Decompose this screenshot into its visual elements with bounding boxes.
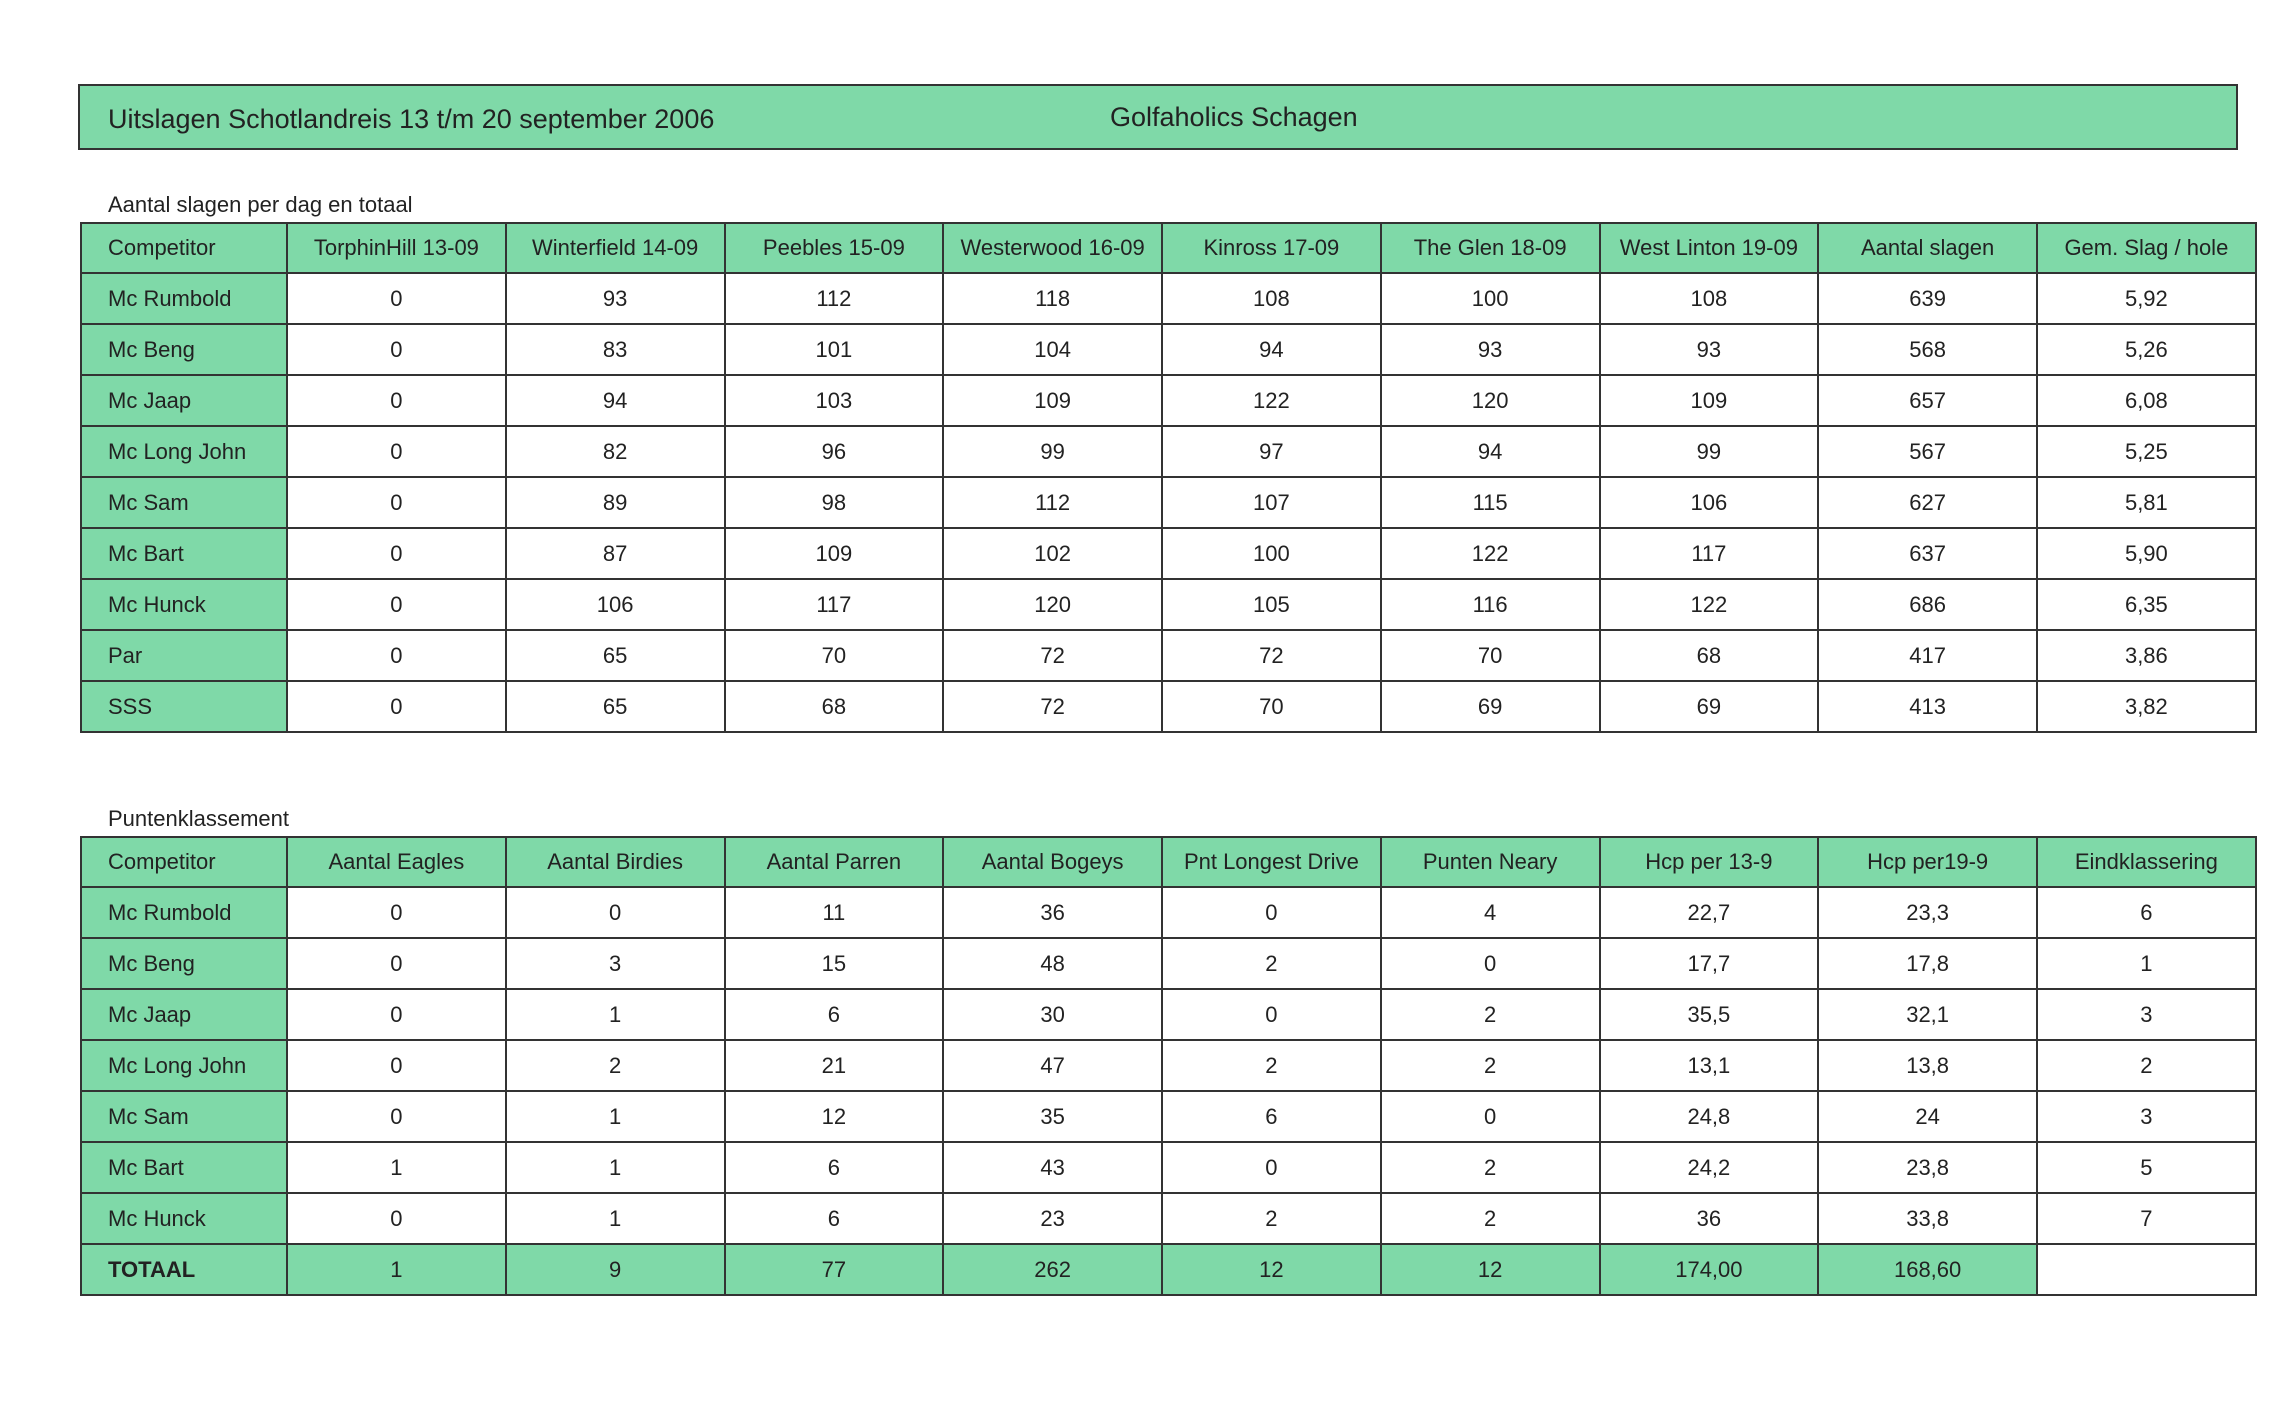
table-cell: 96	[725, 426, 944, 477]
table-cell: 68	[1600, 630, 1819, 681]
table-cell: 118	[943, 273, 1162, 324]
table-cell: 47	[943, 1040, 1162, 1091]
competitor-name: SSS	[81, 681, 287, 732]
table-cell: 120	[943, 579, 1162, 630]
table-cell: 1	[506, 989, 725, 1040]
table-row	[81, 375, 2256, 426]
table-cell: 24,8	[1600, 1091, 1819, 1142]
table-cell: 48	[943, 938, 1162, 989]
table-cell: 0	[287, 528, 506, 579]
table-cell: 43	[943, 1142, 1162, 1193]
column-header: Competitor	[81, 223, 287, 273]
total-cell: 12	[1381, 1244, 1600, 1295]
table-cell: 1	[287, 1142, 506, 1193]
table-row	[81, 887, 2256, 938]
table-cell: 2	[1381, 1193, 1600, 1244]
column-header: Winterfield 14-09	[506, 223, 725, 273]
table-cell: 83	[506, 324, 725, 375]
column-header: Hcp per 13-9	[1600, 837, 1819, 887]
competitor-name: Mc Sam	[81, 477, 287, 528]
competitor-name: Mc Jaap	[81, 989, 287, 1040]
table-cell: 2	[2037, 1040, 2256, 1091]
column-header: Peebles 15-09	[725, 223, 944, 273]
total-cell: 168,60	[1818, 1244, 2037, 1295]
competitor-name: Mc Bart	[81, 1142, 287, 1193]
table-cell: 69	[1600, 681, 1819, 732]
table-row	[81, 989, 2256, 1040]
table-cell: 627	[1818, 477, 2037, 528]
table-cell: 69	[1381, 681, 1600, 732]
competitor-name: Mc Long John	[81, 1040, 287, 1091]
table-row	[81, 1040, 2256, 1091]
competitor-name: Mc Bart	[81, 528, 287, 579]
table-cell: 122	[1600, 579, 1819, 630]
table-cell: 15	[725, 938, 944, 989]
table-cell: 94	[1162, 324, 1381, 375]
table-cell: 93	[1381, 324, 1600, 375]
table-cell: 17,7	[1600, 938, 1819, 989]
table-cell: 0	[506, 887, 725, 938]
table-cell: 32,1	[1818, 989, 2037, 1040]
points-section-title: Puntenklassement	[108, 806, 289, 831]
table-cell: 35	[943, 1091, 1162, 1142]
table-cell: 108	[1162, 273, 1381, 324]
competitor-name: Mc Rumbold	[81, 887, 287, 938]
table-cell: 104	[943, 324, 1162, 375]
table-cell: 0	[287, 1193, 506, 1244]
table-cell: 637	[1818, 528, 2037, 579]
table-cell: 0	[287, 426, 506, 477]
table-cell: 2	[506, 1040, 725, 1091]
column-header: Kinross 17-09	[1162, 223, 1381, 273]
competitor-name: Mc Sam	[81, 1091, 287, 1142]
table-cell: 117	[1600, 528, 1819, 579]
table-cell: 98	[725, 477, 944, 528]
competitor-name: Mc Jaap	[81, 375, 287, 426]
table-cell: 100	[1162, 528, 1381, 579]
table-cell: 0	[287, 375, 506, 426]
column-header: Competitor	[81, 837, 287, 887]
table-cell: 122	[1162, 375, 1381, 426]
table-cell: 23	[943, 1193, 1162, 1244]
table-cell: 568	[1818, 324, 2037, 375]
table-cell: 109	[943, 375, 1162, 426]
table-header-row	[81, 223, 2256, 273]
table-cell: 6,08	[2037, 375, 2256, 426]
table-cell: 6	[1162, 1091, 1381, 1142]
table-cell: 65	[506, 681, 725, 732]
column-header: Hcp per19-9	[1818, 837, 2037, 887]
table-cell: 2	[1162, 1193, 1381, 1244]
table-cell: 70	[1162, 681, 1381, 732]
column-header: Aantal Eagles	[287, 837, 506, 887]
table-cell: 0	[287, 324, 506, 375]
table-cell: 30	[943, 989, 1162, 1040]
column-header: The Glen 18-09	[1381, 223, 1600, 273]
total-cell: 1	[287, 1244, 506, 1295]
table-cell: 6	[725, 1142, 944, 1193]
table-cell: 93	[1600, 324, 1819, 375]
table-cell: 36	[1600, 1193, 1819, 1244]
competitor-name: Mc Hunck	[81, 579, 287, 630]
column-header: Eindklassering	[2037, 837, 2256, 887]
table-cell: 72	[943, 681, 1162, 732]
table-cell: 1	[506, 1193, 725, 1244]
table-cell: 6	[725, 989, 944, 1040]
total-cell: 77	[725, 1244, 944, 1295]
table-cell: 0	[287, 989, 506, 1040]
column-header: TorphinHill 13-09	[287, 223, 506, 273]
title-banner	[78, 84, 2238, 150]
column-header: Aantal slagen	[1818, 223, 2037, 273]
table-cell: 0	[1381, 938, 1600, 989]
table-cell: 1	[2037, 938, 2256, 989]
table-cell: 2	[1381, 1142, 1600, 1193]
table-cell: 94	[1381, 426, 1600, 477]
strokes-section-title: Aantal slagen per dag en totaal	[108, 192, 413, 217]
table-cell: 5,26	[2037, 324, 2256, 375]
table-cell: 639	[1818, 273, 2037, 324]
table-cell: 3	[506, 938, 725, 989]
total-row	[81, 1244, 2256, 1295]
table-cell: 5,92	[2037, 273, 2256, 324]
column-header: West Linton 19-09	[1600, 223, 1819, 273]
table-cell: 6,35	[2037, 579, 2256, 630]
table-cell: 11	[725, 887, 944, 938]
competitor-name: Mc Beng	[81, 324, 287, 375]
table-cell: 89	[506, 477, 725, 528]
competitor-name: Mc Rumbold	[81, 273, 287, 324]
table-cell: 68	[725, 681, 944, 732]
table-cell: 21	[725, 1040, 944, 1091]
table-cell: 417	[1818, 630, 2037, 681]
table-cell: 2	[1162, 938, 1381, 989]
column-header: Aantal Parren	[725, 837, 944, 887]
total-cell: 9	[506, 1244, 725, 1295]
table-cell: 3	[2037, 989, 2256, 1040]
table-cell: 0	[287, 579, 506, 630]
table-cell: 100	[1381, 273, 1600, 324]
table-row	[81, 1142, 2256, 1193]
table-cell: 0	[287, 887, 506, 938]
table-row	[81, 426, 2256, 477]
table-cell: 97	[1162, 426, 1381, 477]
table-row	[81, 273, 2256, 324]
table-row	[81, 324, 2256, 375]
table-cell: 70	[725, 630, 944, 681]
total-cell: 12	[1162, 1244, 1381, 1295]
table-row	[81, 477, 2256, 528]
total-cell: 262	[943, 1244, 1162, 1295]
table-cell: 112	[725, 273, 944, 324]
table-cell: 2	[1162, 1040, 1381, 1091]
table-cell: 12	[725, 1091, 944, 1142]
table-cell: 72	[1162, 630, 1381, 681]
table-cell: 36	[943, 887, 1162, 938]
total-label: TOTAAL	[81, 1244, 287, 1295]
column-header: Gem. Slag / hole	[2037, 223, 2256, 273]
table-row	[81, 1193, 2256, 1244]
table-cell: 116	[1381, 579, 1600, 630]
table-cell: 13,8	[1818, 1040, 2037, 1091]
table-cell: 5,25	[2037, 426, 2256, 477]
table-cell: 0	[287, 1040, 506, 1091]
table-cell: 0	[287, 938, 506, 989]
table-cell: 109	[1600, 375, 1819, 426]
table-cell: 122	[1381, 528, 1600, 579]
table-cell: 101	[725, 324, 944, 375]
table-cell: 0	[287, 273, 506, 324]
table-cell: 2	[1381, 1040, 1600, 1091]
table-cell: 82	[506, 426, 725, 477]
table-cell: 112	[943, 477, 1162, 528]
table-cell: 99	[943, 426, 1162, 477]
table-cell: 87	[506, 528, 725, 579]
table-cell: 2	[1381, 989, 1600, 1040]
table-cell: 3	[2037, 1091, 2256, 1142]
strokes-table	[80, 222, 2257, 733]
table-row	[81, 1091, 2256, 1142]
table-cell: 93	[506, 273, 725, 324]
column-header: Aantal Bogeys	[943, 837, 1162, 887]
table-cell: 109	[725, 528, 944, 579]
table-cell: 1	[506, 1091, 725, 1142]
table-cell: 0	[287, 1091, 506, 1142]
competitor-name: Mc Long John	[81, 426, 287, 477]
table-cell: 413	[1818, 681, 2037, 732]
table-cell: 3,86	[2037, 630, 2256, 681]
table-cell: 115	[1381, 477, 1600, 528]
column-header: Westerwood 16-09	[943, 223, 1162, 273]
table-cell: 7	[2037, 1193, 2256, 1244]
table-row	[81, 681, 2256, 732]
table-row	[81, 528, 2256, 579]
table-cell: 102	[943, 528, 1162, 579]
table-cell: 22,7	[1600, 887, 1819, 938]
column-header: Pnt Longest Drive	[1162, 837, 1381, 887]
competitor-name: Mc Beng	[81, 938, 287, 989]
table-header-row	[81, 837, 2256, 887]
table-cell: 105	[1162, 579, 1381, 630]
table-cell: 35,5	[1600, 989, 1819, 1040]
table-cell: 0	[1381, 1091, 1600, 1142]
table-cell: 6	[2037, 887, 2256, 938]
total-cell	[2037, 1244, 2256, 1295]
table-cell: 4	[1381, 887, 1600, 938]
table-row	[81, 938, 2256, 989]
table-cell: 72	[943, 630, 1162, 681]
table-row	[81, 630, 2256, 681]
table-cell: 657	[1818, 375, 2037, 426]
table-cell: 94	[506, 375, 725, 426]
table-cell: 70	[1381, 630, 1600, 681]
table-cell: 0	[1162, 887, 1381, 938]
table-cell: 99	[1600, 426, 1819, 477]
table-cell: 0	[287, 681, 506, 732]
table-cell: 5,81	[2037, 477, 2256, 528]
table-cell: 1	[506, 1142, 725, 1193]
table-row	[81, 579, 2256, 630]
column-header: Punten Neary	[1381, 837, 1600, 887]
table-cell: 0	[1162, 1142, 1381, 1193]
table-cell: 24,2	[1600, 1142, 1819, 1193]
table-cell: 106	[506, 579, 725, 630]
table-cell: 107	[1162, 477, 1381, 528]
competitor-name: Par	[81, 630, 287, 681]
column-header: Aantal Birdies	[506, 837, 725, 887]
table-cell: 120	[1381, 375, 1600, 426]
table-cell: 5,90	[2037, 528, 2256, 579]
table-cell: 23,8	[1818, 1142, 2037, 1193]
table-cell: 6	[725, 1193, 944, 1244]
table-cell: 0	[287, 477, 506, 528]
table-cell: 24	[1818, 1091, 2037, 1142]
table-cell: 567	[1818, 426, 2037, 477]
table-cell: 13,1	[1600, 1040, 1819, 1091]
table-cell: 0	[1162, 989, 1381, 1040]
club-name: Golfaholics Schagen	[1110, 102, 1358, 132]
table-cell: 33,8	[1818, 1193, 2037, 1244]
competitor-name: Mc Hunck	[81, 1193, 287, 1244]
table-cell: 3,82	[2037, 681, 2256, 732]
table-cell: 117	[725, 579, 944, 630]
table-cell: 108	[1600, 273, 1819, 324]
table-cell: 103	[725, 375, 944, 426]
points-table	[80, 836, 2257, 1296]
table-cell: 65	[506, 630, 725, 681]
page-title: Uitslagen Schotlandreis 13 t/m 20 september 2006	[108, 104, 715, 134]
total-cell: 174,00	[1600, 1244, 1819, 1295]
table-cell: 686	[1818, 579, 2037, 630]
table-cell: 5	[2037, 1142, 2256, 1193]
table-cell: 0	[287, 630, 506, 681]
table-cell: 17,8	[1818, 938, 2037, 989]
table-cell: 23,3	[1818, 887, 2037, 938]
table-cell: 106	[1600, 477, 1819, 528]
